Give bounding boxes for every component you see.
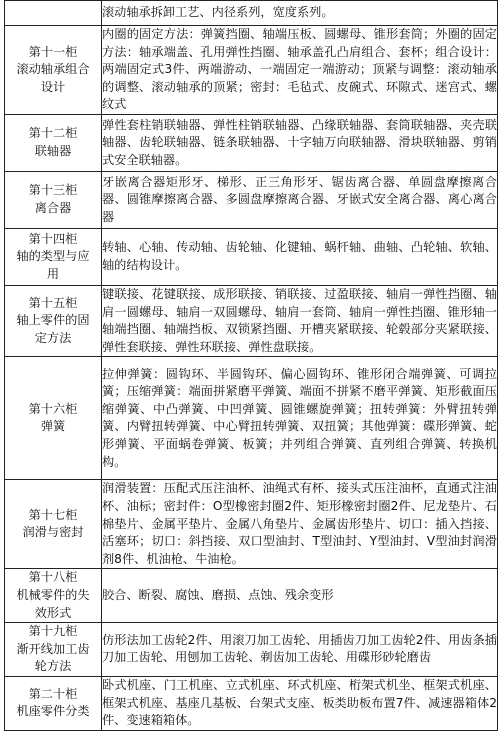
table-row [5,480,498,569]
cabinet-items: 转轴、心轴、传动轴、齿轮轴、化键轴、蜗杆轴、曲轴、凸轮轴、软轴、轴的结构设计。 [102,228,498,285]
cabinet-items: 胶合、断裂、腐蚀、磨损、点蚀、残余变形 [102,569,498,623]
cabinet-label: 第十九柜 渐开线加工齿 轮方法 [5,623,102,677]
cabinet-items: 润滑装置：压配式压注油杯、油绳式有杯、接头式压注油杯，直通式注油杯、油标；密封件：O型橡密封圈2件、矩形橡密封圈2件、尼龙垫片、石棉垫片、金属平垫片、金属八角垫片、金属齿形垫片、切口：插入挡接、活塞环；切口：斜挡接、双口型油封、T型油封、Y型油封、V型油封润滑剂8件、机油枪、牛油枪。 [102,480,498,569]
table-row [5,623,498,677]
table-row [5,228,498,285]
table-row [5,114,498,171]
cabinet-label: 第十六柜 弹簧 [5,357,102,480]
cabinet-contents-table [4,0,498,731]
cabinet-items: 拉伸弹簧：圆钩环、半圆钩环、偏心圆钩环、锥形闭合端弹簧、可调拉簧；压缩弹簧：端面拼紧磨平弹簧、端面不拼紧不磨平弹簧、矩形截面压缩弹簧、中凸弹簧、中凹弹簧、圆锥螺旋弹簧；扭转弹簧：外臂扭转弹簧、内臂扭转弹簧、中心臂扭转弹簧、双扭簧；其他弹簧：碟形弹簧、蛇形弹簧、平面蜗卷弹簧、板簧；并列组合弹簧、直列组合弹簧、转换机构。 [102,357,498,480]
cabinet-label: 第二十柜 机座零件分类 [5,676,102,730]
cabinet-items: 卧式机座、门工机座、立式机座、环式机座、桁架式机坐、框架式机座、框架式机座、基座几基板、台架式支座、板类助板布置7件、减速器箱体2件、变速箱箱体。 [102,676,498,730]
table-row [5,285,498,356]
cabinet-label [5,1,102,26]
cabinet-items: 内圈的固定方法：弹簧挡圈、轴端压板、圆螺母、锥形套筒；外圈的固定方法：轴承端盖、孔用弹性挡圈、轴承盖孔凸肩组合、套杯；组合设计：两端固定式3件、两端游动、一端固定一端游动；顶紧与调整：滚动轴承的调整、滚动轴承的顶紧；密封：毛毡式、皮碗式、环隙式、迷宫式、螺纹式 [102,26,498,115]
table-row [5,171,498,228]
cabinet-label: 第十五柜 轴上零件的固 定方法 [5,285,102,356]
table-row [5,1,498,26]
cabinet-items: 仿形法加工齿轮2件、用滚刀加工齿轮、用插齿刀加工齿轮2件、用齿条插刀加工齿轮、用刨加工齿轮、剃齿加工齿轮、用碟形砂轮磨齿 [102,623,498,677]
cabinet-items: 弹性套柱销联轴器、弹性柱销联轴器、凸缘联轴器、套筒联轴器、夹壳联轴器、齿轮联轴器、链条联轴器、十字轴万向联轴器、滑块联轴器、剪销式安全联轴器。 [102,114,498,171]
table-row [5,357,498,480]
cabinet-label: 第十四柜 轴的类型与应 用 [5,228,102,285]
table-row [5,676,498,730]
cabinet-items: 滚动轴承拆卸工艺、内径系列，宽度系列。 [102,1,498,26]
cabinet-label: 第十一柜 滚动轴承组合 设计 [5,26,102,115]
cabinet-items: 键联接、花键联接、成形联接、销联接、过盈联接、轴肩一弹性挡圈、轴肩一圆螺母、轴肩一双圆螺母、轴肩一套筒、轴肩一弹性挡圈、锥形轴一轴端挡圈、轴端挡板、双锁紧挡圈、开槽夹紧联接、轮毂部分夹紧联接、弹性套联接、弹性环联接、弹性盘联接。 [102,285,498,356]
cabinet-label: 第十八柜 机械零件的失 效形式 [5,569,102,623]
table-row [5,26,498,115]
cabinet-label: 第十七柜 润滑与密封 [5,480,102,569]
cabinet-label: 第十三柜 离合器 [5,171,102,228]
cabinet-items: 牙嵌离合器矩形牙、梯形、正三角形牙、锯齿离合器、单圆盘摩擦离合器、圆锥摩擦离合器、多圆盘摩擦离合器、牙嵌式安全离合器、离心离合器 [102,171,498,228]
cabinet-label: 第十二柜 联轴器 [5,114,102,171]
table-row [5,569,498,623]
